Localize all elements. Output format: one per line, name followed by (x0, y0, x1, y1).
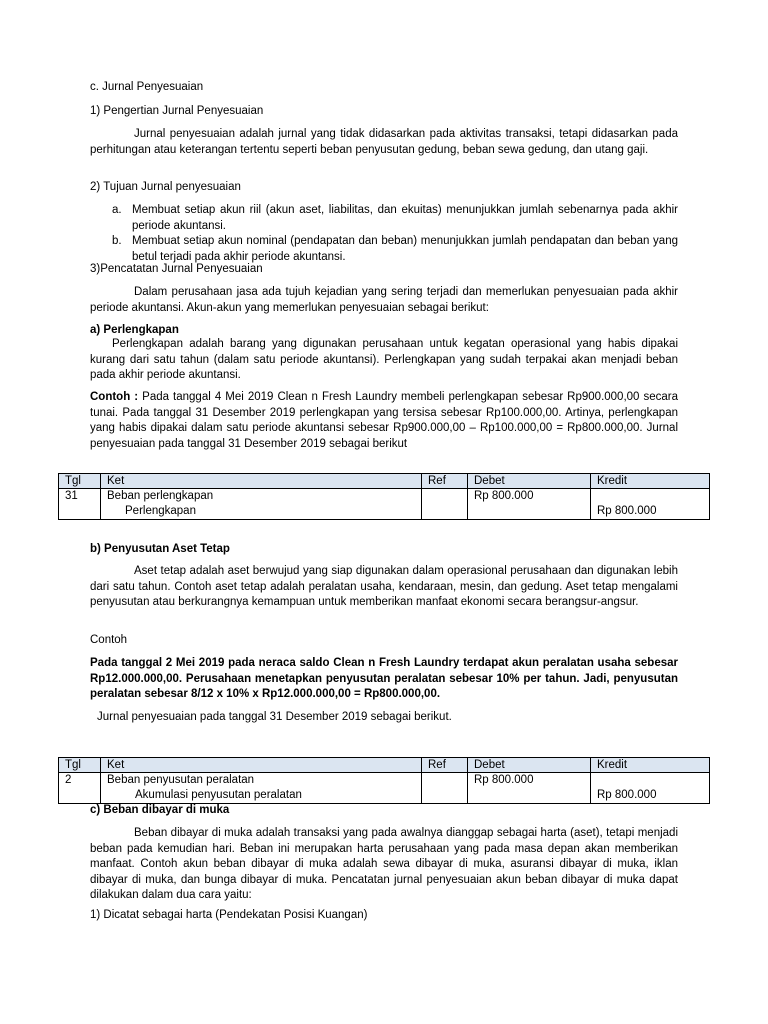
cell-kredit (591, 489, 710, 520)
penyusutan-contoh-label: Contoh (90, 634, 128, 646)
credit-account: Perlengkapan (125, 505, 196, 517)
header-kredit: Kredit (591, 758, 710, 773)
journal-table-penyusutan (58, 757, 710, 804)
header-kredit: Kredit (591, 474, 710, 489)
table-header-row (59, 474, 710, 489)
penyusutan-journal-intro: Jurnal penyesuaian pada tanggal 31 Desember 2019 sebagai berikut. (97, 711, 452, 723)
penyusutan-body: Aset tetap adalah aset berwujud yang siap digunakan dalam operasional perusahaan dan digunakan lebih dari satu tahun. Contoh aset tetap adalah peralatan usaha, kendaraan, mesin, dan gedung. Aset tetap mengalami penyusutan atau berkurangnya kemampuan untuk memberikan manfaat ekonomi secara berangsur-angsur. (90, 565, 678, 608)
section-1-body: Jurnal penyesuaian adalah jurnal yang tidak didasarkan pada aktivitas transaksi, tetapi didasarkan pada perhitungan atau keterangan tertentu seperti beban penyusutan gedung, beban sewa gedung, dan utang gaji. (90, 128, 678, 156)
table-row (59, 489, 710, 520)
beban-dibayar-title: c) Beban dibayar di muka (90, 804, 230, 816)
debit-account: Beban penyusutan peralatan (107, 774, 255, 786)
kredit-value: Rp 800.000 (597, 789, 657, 801)
header-ket: Ket (101, 758, 422, 773)
header-ket: Ket (101, 474, 422, 489)
cell-debet: Rp 800.000 (468, 489, 591, 520)
purpose-list (90, 203, 678, 265)
debit-account: Beban perlengkapan (107, 490, 214, 502)
section-3-body: Dalam perusahaan jasa ada tujuh kejadian yang sering terjadi dan memerlukan penyesuaian pada akhir periode akuntansi. Akun-akun yang memerlukan penyesuaian sebagai berikut: (90, 286, 678, 314)
perlengkapan-example (90, 390, 678, 452)
example-text: Pada tanggal 4 Mei 2019 Clean n Fresh Laundry membeli perlengkapan sebesar Rp900.000,00 secara tunai. Pada tanggal 31 Desember 2019 perlengkapan yang tersisa sebesar Rp100.000,00. Artinya, perlengkapan yang habis dipakai dalam satu periode akuntansi sebesar Rp900.000,00 – Rp100.000,00 = Rp800.000,00. Jurnal penyesuaian pada tanggal 31 Desember 2019 sebagai berikut (90, 391, 678, 450)
header-tgl: Tgl (59, 758, 101, 773)
header-ref: Ref (422, 758, 468, 773)
perlengkapan-body: Perlengkapan adalah barang yang digunakan perusahaan untuk kegatan operasional yang habis dipakai kurang dari satu tahun (dalam satu periode akuntansi). Perlengkapan yang sudah terpakai akan menjadi beban pada akhir periode akuntansi. (90, 338, 678, 381)
beban-dibayar-body: Beban dibayar di muka adalah transaksi yang pada awalnya dianggap sebagai harta (aset), tetapi menjadi beban pada kemudian hari. Beban ini merupakan harta perusahaan yang pada masa depan akan memberikan manfaat. Contoh akun beban dibayar di muka adalah sewa dibayar di muka, asuransi dibayar di muka, iklan dibayar di muka, dan bunga dibayar di muka. Pencatatan jurnal penyesuaian akun beban dibayar di muka dapat dilakukan dalam dua cara yaitu: (90, 827, 678, 901)
beban-dibayar-item-1: 1) Dicatat sebagai harta (Pendekatan Posisi Kuangan) (90, 909, 368, 921)
cell-ref (422, 489, 468, 520)
list-text: Membuat setiap akun riil (akun aset, liabilitas, dan ekuitas) menunjukkan jumlah sebenarnya pada akhir periode akuntansi. (132, 204, 678, 232)
cell-debet: Rp 800.000 (468, 773, 591, 804)
cell-kredit (591, 773, 710, 804)
table-row (59, 773, 710, 804)
credit-account: Akumulasi penyusutan peralatan (135, 789, 302, 801)
journal-table-perlengkapan (58, 473, 710, 520)
cell-tgl: 2 (59, 773, 101, 804)
list-marker: a. (112, 204, 122, 216)
header-tgl: Tgl (59, 474, 101, 489)
list-text: Membuat setiap akun nominal (pendapatan dan beban) menunjukkan jumlah pendapatan dan beban yang betul terjadi pada akhir periode akuntansi. (132, 235, 678, 263)
penyusutan-title: b) Penyusutan Aset Tetap (90, 543, 230, 555)
header-debet: Debet (468, 474, 591, 489)
perlengkapan-title: a) Perlengkapan (90, 324, 179, 336)
list-marker: b. (112, 235, 122, 247)
table-header-row (59, 758, 710, 773)
header-debet: Debet (468, 758, 591, 773)
section-2-title: 2) Tujuan Jurnal penyesuaian (90, 181, 241, 193)
list-item (90, 234, 678, 265)
list-item (90, 203, 678, 234)
header-ref: Ref (422, 474, 468, 489)
cell-tgl: 31 (59, 489, 101, 520)
section-c-title: c. Jurnal Penyesuaian (90, 81, 204, 93)
section-1-title: 1) Pengertian Jurnal Penyesuaian (90, 105, 264, 117)
kredit-value: Rp 800.000 (597, 505, 657, 517)
example-label: Contoh : (90, 391, 139, 403)
cell-ket (101, 489, 422, 520)
cell-ket (101, 773, 422, 804)
section-3-title: 3)Pencatatan Jurnal Penyesuaian (90, 263, 263, 275)
penyusutan-example: Pada tanggal 2 Mei 2019 pada neraca saldo Clean n Fresh Laundry terdapat akun peralatan usaha sebesar Rp12.000.000,00. Perusahaan menetapkan penyusutan peralatan sebesar 10% per tahun. Jadi, penyusutan peralatan sebesar 8/12 x 10% x Rp12.000.000,00 = Rp800.000,00. (90, 657, 678, 700)
cell-ref (422, 773, 468, 804)
